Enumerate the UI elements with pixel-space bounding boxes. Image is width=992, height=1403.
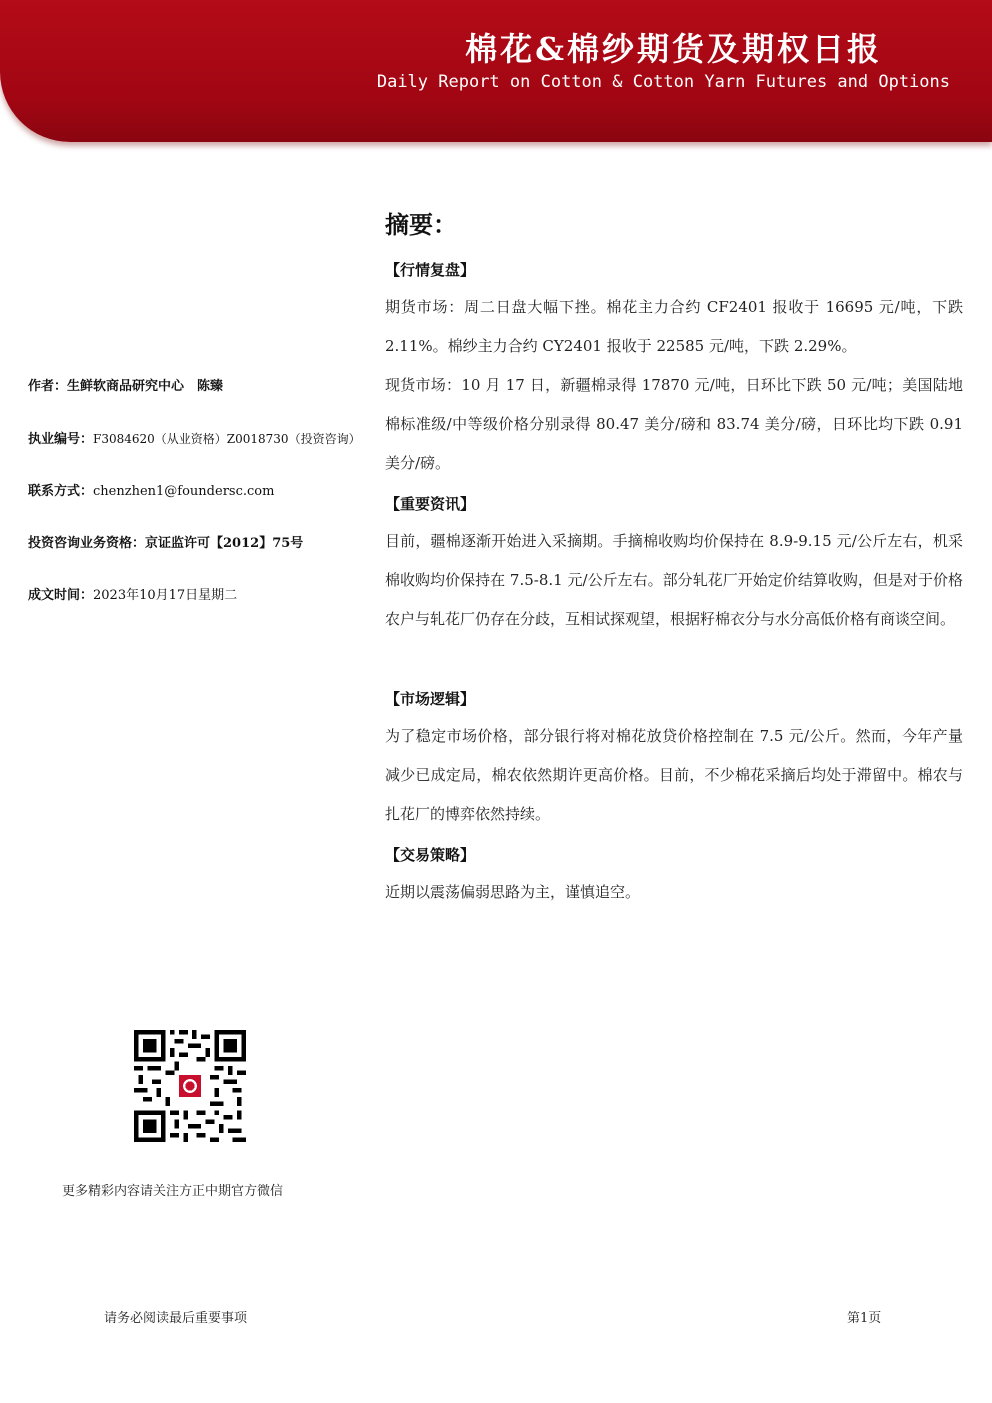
contact-email[interactable]: chenzhen1@foundersc.com	[93, 484, 275, 499]
qr-code-icon	[134, 1030, 246, 1142]
author-value: 生鲜软商品研究中心 陈臻	[67, 379, 224, 394]
contact-line	[28, 480, 274, 499]
author-line	[28, 375, 223, 394]
section-heading-market-logic: 【市场逻辑】	[385, 690, 476, 708]
paragraph-important-news: 目前，疆棉逐渐开始进入采摘期。手摘棉收购均价保持在 8.9-9.15 元/公斤左右，机采棉收购均价保持在 7.5-8.1 元/公斤左右。部分轧花厂开始定价结算收购，但是对于价格农户与轧花厂仍存在分歧，互相试探观望，根据籽棉衣分与水分高低价格有商谈空间。	[385, 532, 963, 628]
date-value: 2023年10月17日星期二	[93, 588, 238, 603]
summary-title: 摘要：	[385, 210, 457, 239]
wechat-qr-code	[134, 1030, 246, 1142]
paragraph-spot-market: 现货市场：10 月 17 日，新疆棉录得 17870 元/吨，日环比下跌 50 元/吨；美国陆地棉标准级/中等级价格分别录得 80.47 美分/磅和 83.74 美分/磅，日环比均下跌 0.91 美分/磅。	[385, 376, 963, 472]
section-heading-market-review: 【行情复盘】	[385, 261, 476, 279]
license-line	[28, 428, 361, 447]
section-heading-trading-strategy: 【交易策略】	[385, 846, 476, 864]
license-label: 执业编号：	[28, 432, 94, 447]
report-subtitle: Daily Report on Cotton & Cotton Yarn Futures and Options	[376, 72, 950, 92]
qualification-value: 京证监许可【2012】75号	[145, 536, 304, 551]
contact-label: 联系方式：	[28, 484, 94, 499]
qr-caption: 更多精彩内容请关注方正中期官方微信	[62, 1184, 284, 1199]
license-value: F3084620（从业资格）Z0018730（投资咨询）	[93, 432, 361, 446]
page-number: 第1页	[847, 1311, 882, 1326]
footer-notice: 请务必阅读最后重要事项	[104, 1311, 248, 1326]
header-banner	[0, 0, 992, 142]
paragraph-market-logic: 为了稳定市场价格，部分银行将对棉花放贷价格控制在 7.5 元/公斤。然而，今年产量减少已成定局，棉农依然期许更高价格。目前，不少棉花采摘后均处于滞留中。棉农与扎花厂的博弈依然持续。	[385, 727, 963, 823]
qualification-label: 投资咨询业务资格：	[28, 536, 146, 551]
paragraph-trading-strategy: 近期以震荡偏弱思路为主，谨慎追空。	[385, 883, 641, 901]
report-title: 棉花&棉纱期货及期权日报	[465, 30, 882, 68]
date-line	[28, 584, 237, 603]
qualification-line	[28, 532, 303, 551]
author-label: 作者：	[28, 379, 68, 394]
section-heading-important-news: 【重要资讯】	[385, 495, 476, 513]
date-label: 成文时间：	[28, 588, 94, 603]
paragraph-futures-market: 期货市场：周二日盘大幅下挫。棉花主力合约 CF2401 报收于 16695 元/吨，下跌 2.11%。棉纱主力合约 CY2401 报收于 22585 元/吨，下跌 2.29%。	[385, 298, 963, 355]
